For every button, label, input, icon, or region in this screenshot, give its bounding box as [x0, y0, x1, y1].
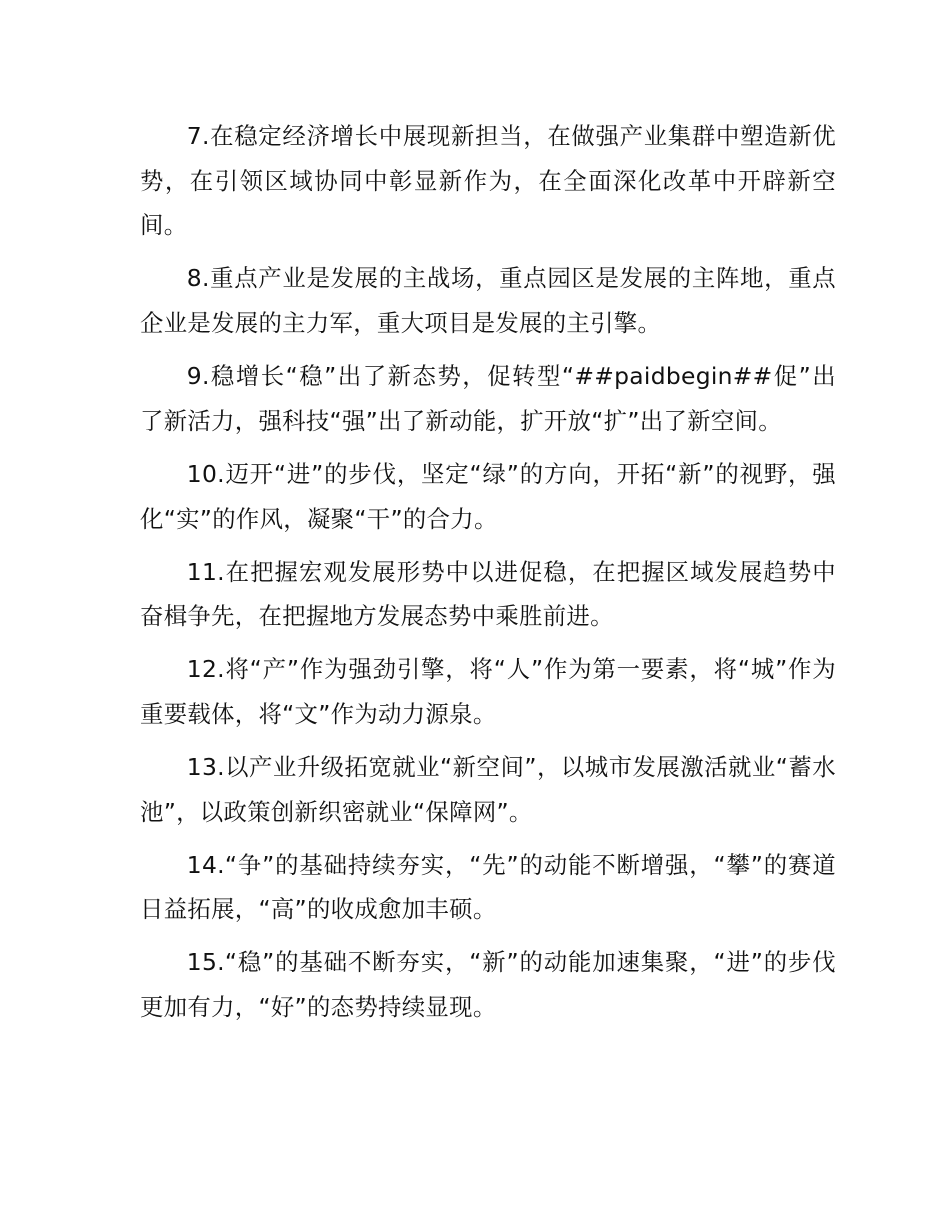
- paragraph-12: 12.将“产”作为强劲引擎，将“人”作为第一要素，将“城”作为重要载体，将“文”作为动力源泉。: [140, 655, 836, 728]
- paragraph-8: 8.重点产业是发展的主战场，重点园区是发展的主阵地，重点企业是发展的主力军，重大项目是发展的主引擎。: [140, 264, 836, 338]
- paragraph-13: 13.以产业升级拓宽就业“新空间”，以城市发展激活就业“蓄水池”，以政策创新织密就业“保障网”。: [140, 752, 836, 826]
- paragraph-10: 10.迈开“进”的步伐，坚定“绿”的方向，开拓“新”的视野，强化“实”的作风，凝聚“干”的合力。: [140, 459, 836, 533]
- paragraph-9: 9.稳增长“稳”出了新态势，促转型“##paidbegin##促”出了新活力，强科技“强”出了新动能，扩开放“扩”出了新空间。: [140, 362, 836, 435]
- paragraph-14: 14.“争”的基础持续夯实，“先”的动能不断增强，“攀”的赛道日益拓展，“高”的收成愈加丰硕。: [140, 850, 836, 924]
- paragraph-7: 7.在稳定经济增长中展现新担当，在做强产业集群中塑造新优势，在引领区域协同中彰显新作为，在全面深化改革中开辟新空间。: [140, 122, 836, 240]
- paragraph-11: 11.在把握宏观发展形势中以进促稳，在把握区域发展趋势中奋楫争先，在把握地方发展态势中乘胜前进。: [140, 557, 836, 631]
- document-body: [140, 114, 836, 1038]
- paragraph-15: 15.“稳”的基础不断夯实，“新”的动能加速集聚，“进”的步伐更加有力，“好”的态势持续显现。: [140, 948, 836, 1022]
